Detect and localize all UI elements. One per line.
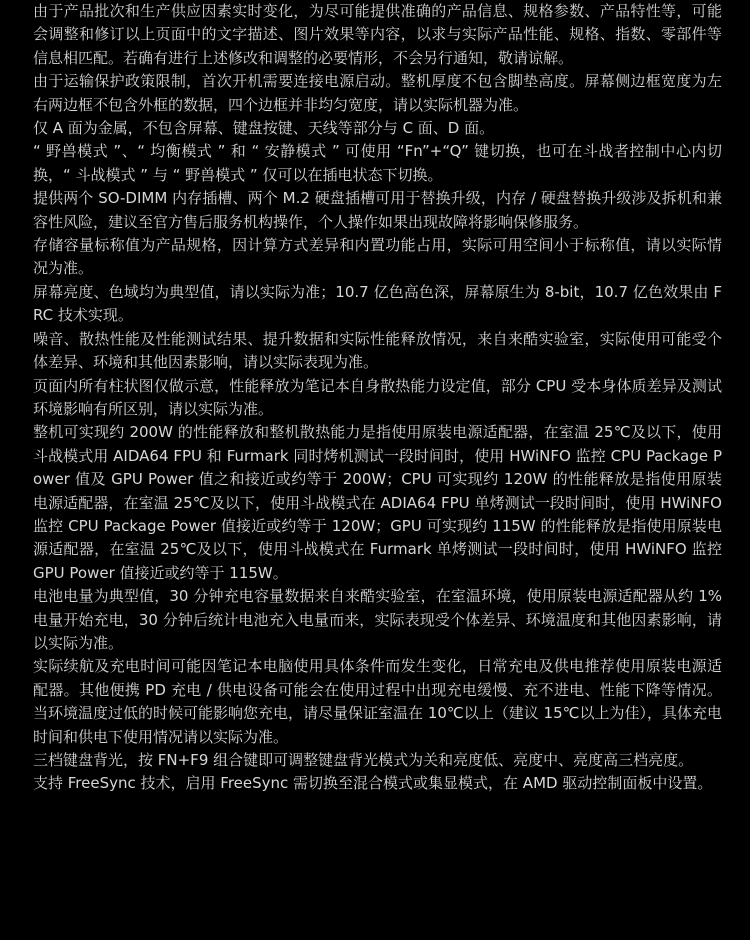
note-paragraph-screen: 屏幕亮度、色域均为典型值，请以实际为准；10.7 亿色高色深，屏幕原生为 8-bit，10.7 亿色效果由 FRC 技术实现。 [33, 282, 722, 325]
note-paragraph-metal-surface: 仅 A 面为金属，不包含屏幕、键盘按键、天线等部分与 C 面、D 面。 [33, 119, 495, 138]
note-paragraph-memory-storage-upgrade: 提供两个 SO-DIMM 内存插槽、两个 M.2 硬盘插槽可用于替换升级，内存 / 硬盘替换升级涉及拆机和兼容性风险，建议至官方售后服务机构操作，个人操作如果出现故障将影响保修服务。 [33, 189, 722, 231]
note-paragraph-keyboard-backlight: 三档键盘背光，按 FN+F9 组合键即可调整键盘背光模式为关和亮度低、亮度中、亮度高三档亮度。 [33, 751, 694, 769]
note-paragraph-power-release: 整机可实现约 200W 的性能释放和整机散热能力是指使用原装电源适配器，在室温 25℃及以下，使用斗战模式用 AIDA64 FPU 和 Furmark 同时烤机测试一段时间时，使用 HWiNFO 监控 CPU Package Power 值及 GPU Power 值之和接近或约等于 200W；CPU 可实现约 120W 的性能释放是指使用原装电源适配器，在室温 25℃及以下，使用斗战模式在 ADIA64 FPU 单烤测试一段时间时，使用 HWiNFO 监控 CPU Package Power 值接近或约等于 120W；GPU 可实现约 115W 的性能释放是指使用原装电源适配器，在室温 25℃及以下，使用斗战模式在 Furmark 单烤测试一段时间时，使用 HWiNFO 监控 GPU Power 值接近或约等于 115W。 [33, 423, 722, 582]
note-paragraph-freesync: 支持 FreeSync 技术，启用 FreeSync 需切换至混合模式或集显模式，在 AMD 驱动控制面板中设置。 [33, 774, 713, 793]
note-paragraph-power-on: 由于运输保护政策限制，首次开机需要连接电源启动。整机厚度不包含脚垫高度。屏幕侧边框宽度为左右两边框不包含外框的数据，四个边框并非均匀宽度，请以实际机器为准。 [33, 72, 722, 114]
note-paragraph-bar-charts: 页面内所有柱状图仅做示意，性能释放为笔记本自身散热能力设定值，部分 CPU 受本身体质差异及测试环境影响有所区别，请以实际为准。 [33, 376, 722, 418]
note-paragraph-performance-modes: “ 野兽模式 ”、“ 均衡模式 ” 和 “ 安静模式 ” 可使用 “Fn”+“Q” 键切换，也可在斗战者控制中心内切换，“ 斗战模式 ” 与 “ 野兽模式 ” 仅可以在插电状态下切换。 [33, 142, 722, 184]
note-paragraph-storage-capacity: 存储容量标称值为产品规格，因计算方式差异和内置功能占用，实际可用空间小于标称值，请以实际情况为准。 [33, 236, 722, 278]
note-paragraph-battery-life-charging: 实际续航及充电时间可能因笔记本电脑使用具体条件而发生变化，日常充电及供电推荐使用原装电源适配器。其他便携 PD 充电 / 供电设备可能会在使用过程中出现充电缓慢、充不进电、性能下降等情况。当环境温度过低的时候可能影响您充电，请尽量保证室温在 10℃以上（建议 15℃以上为佳），具体充电时间和供电下使用情况请以实际为准。 [33, 657, 722, 746]
note-paragraph-noise-thermal: 噪音、散热性能及性能测试结果、提升数据和实际性能释放情况，来自来酷实验室，实际使用可能受个体差异、环境和其他因素影响，请以实际表现为准。 [33, 329, 722, 372]
note-paragraph-battery: 电池电量为典型值，30 分钟充电容量数据来自来酷实验室，在室温环境，使用原装电源适配器从约 1% 电量开始充电，30 分钟后统计电池充入电量而来，实际表现受个体差异、环境温度和其他因素影响，请以实际为准。 [33, 587, 722, 652]
note-paragraph-product-changes: 由于产品批次和生产供应因素实时变化，为尽可能提供准确的产品信息、规格参数、产品特性等，可能会调整和修订以上页面中的文字描述、图片效果等内容，以求与实际产品性能、规格、指数、零部件等信息相匹配。若确有进行上述修改和调整的必要情形，不会另行通知，敬请谅解。 [33, 2, 722, 67]
